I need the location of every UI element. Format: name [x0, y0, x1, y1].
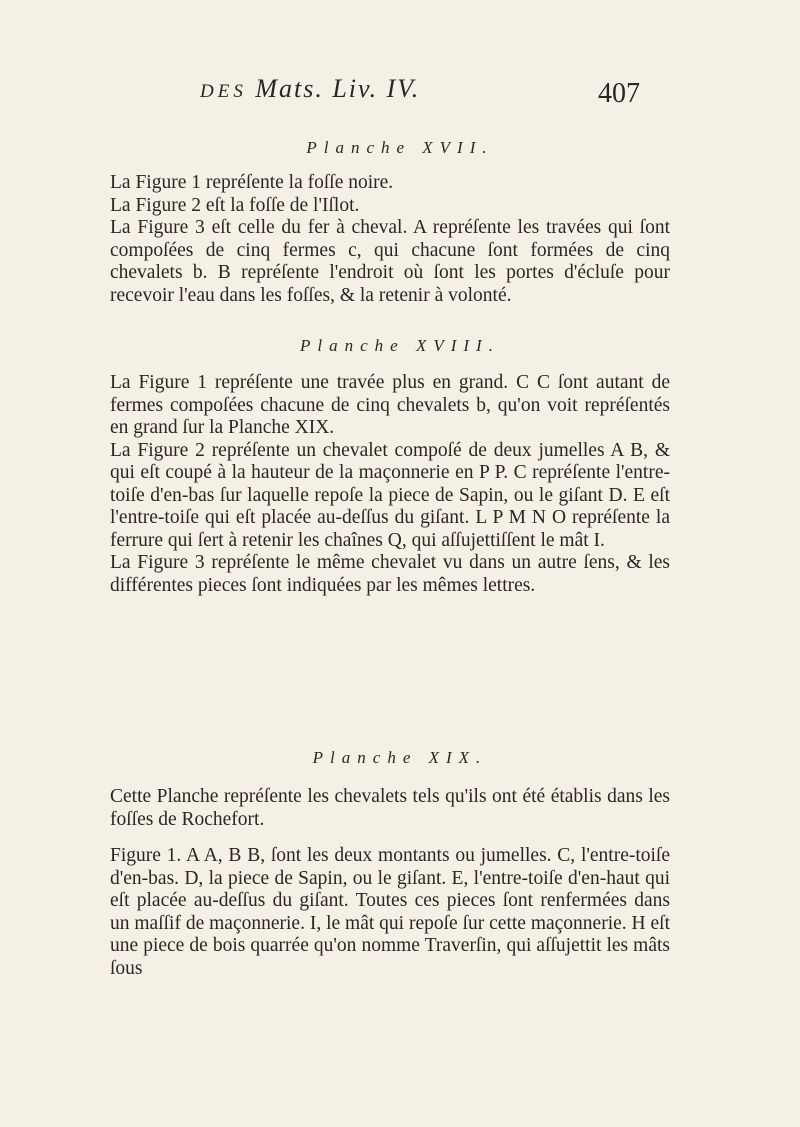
plate-xix-text: [110, 786, 670, 980]
paragraph: Figure 1. A A, B B, ſont les deux montants ou jumelles. C, l'entre-toiſe d'en-bas. D, la piece de Sapin, ou le giſant. E, l'entre-toiſe d'en-haut qui eſt placée au-deſſus du giſant. Toutes ces pieces ſont renfermées dans un maſſif de maçonnerie. I, le mât qui repoſe ſur cette maçonnerie. H eſt une piece de bois quarrée qu'on nomme Traverſin, qui aſſujettit les mâts ſous: [110, 845, 670, 979]
plate-xvii-text: [110, 172, 670, 307]
running-head: [200, 74, 420, 104]
paragraph: La Figure 3 repréſente le même chevalet vu dans un autre ſens, & les différentes pieces ſont indiquées par les mêmes lettres.: [110, 552, 670, 596]
paragraph: La Figure 1 repréſente une travée plus en grand. C C ſont autant de fermes compoſées chacune de cinq chevalets b, qu'on voit repréſentés en grand ſur la Planche XIX.: [110, 372, 670, 438]
paragraph: La Figure 2 repréſente un chevalet compoſé de deux jumelles A B, & qui eſt coupé à la hauteur de la maçonnerie en P P. C repréſente l'entre-toiſe d'en-bas ſur laquelle repoſe la piece de Sapin, ou le giſant D. E eſt l'entre-toiſe qui eſt placée au-deſſus du giſant. L P M N O repréſente la ferrure qui ſert à retenir les chaînes Q, qui aſſujettiſſent le mât I.: [110, 439, 670, 551]
plate-xviii-text: [110, 372, 670, 597]
running-head-prefix: DES: [200, 81, 247, 102]
paragraph: La Figure 2 eſt la foſſe de l'Iſlot.: [110, 194, 360, 216]
running-head-main: Mats. Liv. IV.: [255, 74, 421, 103]
plate-title-xix: Planche XIX.: [312, 748, 488, 767]
paragraph: La Figure 1 repréſente la foſſe noire.: [110, 172, 394, 193]
page-number: 407: [598, 78, 640, 109]
paragraph: Cette Planche repréſente les chevalets tels qu'ils ont été établis dans les foſſes de Rochefort.: [110, 786, 670, 830]
paragraph: La Figure 3 eſt celle du fer à cheval. A repréſente les travées qui ſont compoſées de cinq fermes c, qui chacune ſont formées de cinq chevalets b. B repréſente l'endroit où ſont les portes d'écluſe pour recevoir l'eau dans les foſſes, & la retenir à volonté.: [110, 217, 670, 306]
plate-title-xviii: Planche XVIII.: [300, 336, 500, 355]
plate-title-xvii: Planche XVII.: [306, 138, 494, 157]
page-header: [200, 74, 650, 114]
